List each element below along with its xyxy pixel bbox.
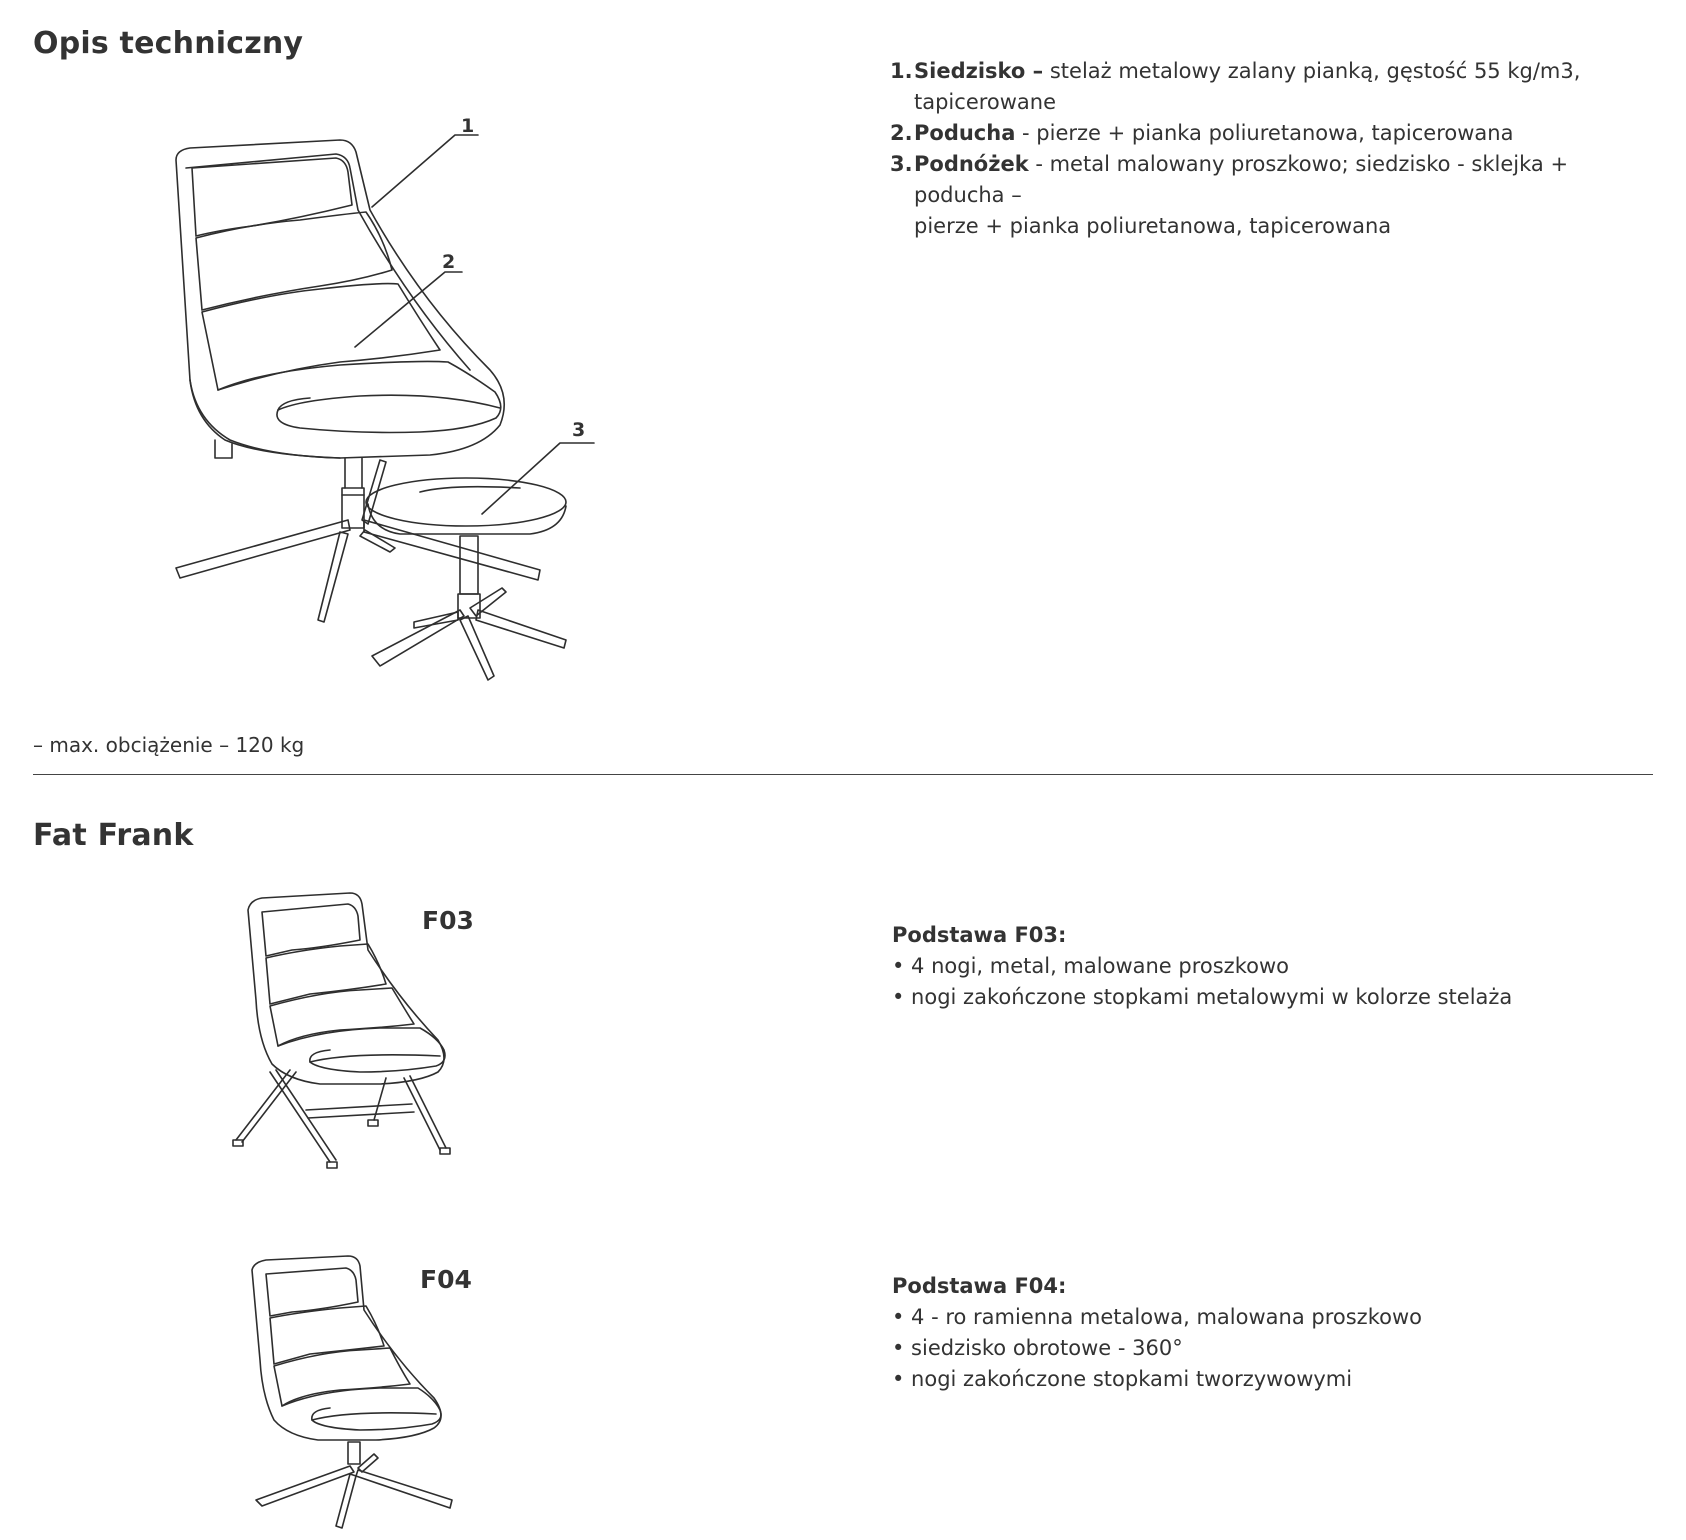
spec-desc: stelaż metalowy zalany pianką, gęstość 55 kg/m3, bbox=[1043, 59, 1581, 83]
ottoman-stem bbox=[460, 536, 478, 594]
model-code-f03: F03 bbox=[422, 906, 474, 935]
base-bullet: • nogi zakończone stopkami metalowymi w kolorze stelaża bbox=[892, 985, 1513, 1009]
spec-item bbox=[890, 56, 1660, 118]
back-cushion-top bbox=[192, 158, 352, 236]
callout-1-leader bbox=[372, 135, 478, 207]
max-load-note: – max. obciążenie – 120 kg bbox=[33, 733, 305, 757]
base-bullet: • 4 - ro ramienna metalowa, malowana proszkowo bbox=[892, 1305, 1422, 1329]
spec-name: Siedzisko – bbox=[914, 59, 1044, 83]
back-cushion-middle bbox=[196, 212, 392, 310]
spec-desc: - pierze + pianka poliuretanowa, tapicerowana bbox=[1015, 121, 1514, 145]
section-title-technical: Opis techniczny bbox=[33, 26, 304, 61]
spec-item bbox=[890, 149, 1660, 242]
chair-column bbox=[342, 488, 364, 528]
base-bullet: • siedzisko obrotowe - 360° bbox=[892, 1336, 1183, 1360]
base-heading: Podstawa F04: bbox=[892, 1274, 1067, 1298]
chair-shell bbox=[176, 140, 504, 458]
chair-f03-illustration bbox=[230, 890, 450, 1180]
spec-name: Poducha bbox=[914, 121, 1016, 145]
ottoman-base bbox=[372, 610, 464, 666]
spec-num: 3. bbox=[890, 152, 913, 176]
chair-ottoman-illustration bbox=[160, 100, 720, 720]
spec-desc-2: pierze + pianka poliuretanowa, tapicerowana bbox=[914, 214, 1392, 238]
spec-list bbox=[890, 56, 1660, 242]
chair-base-leg bbox=[176, 520, 350, 578]
model-code-f04: F04 bbox=[420, 1265, 472, 1294]
ottoman-top bbox=[366, 478, 566, 526]
callout-2: 2 bbox=[442, 251, 456, 273]
base-f04-description bbox=[892, 1271, 1422, 1395]
callout-1: 1 bbox=[461, 115, 475, 137]
base-bullet: • 4 nogi, metal, malowane proszkowo bbox=[892, 954, 1289, 978]
seat-cushion bbox=[218, 361, 501, 432]
spec-desc: - metal malowany proszkowo; siedzisko - sklejka + poducha – bbox=[914, 152, 1569, 207]
back-cushion-bottom bbox=[202, 284, 440, 390]
section-divider bbox=[33, 774, 1653, 775]
callout-2-leader bbox=[355, 272, 462, 347]
section-title-model: Fat Frank bbox=[33, 818, 194, 853]
spec-num: 1. bbox=[890, 59, 913, 83]
callout-3: 3 bbox=[572, 419, 586, 441]
spec-name: Podnóżek bbox=[914, 152, 1029, 176]
spec-num: 2. bbox=[890, 121, 913, 145]
base-bullet: • nogi zakończone stopkami tworzywowymi bbox=[892, 1367, 1353, 1391]
base-f03-description bbox=[892, 920, 1512, 1013]
base-heading: Podstawa F03: bbox=[892, 923, 1067, 947]
spec-desc-2: tapicerowane bbox=[914, 90, 1057, 114]
spec-item bbox=[890, 118, 1660, 149]
